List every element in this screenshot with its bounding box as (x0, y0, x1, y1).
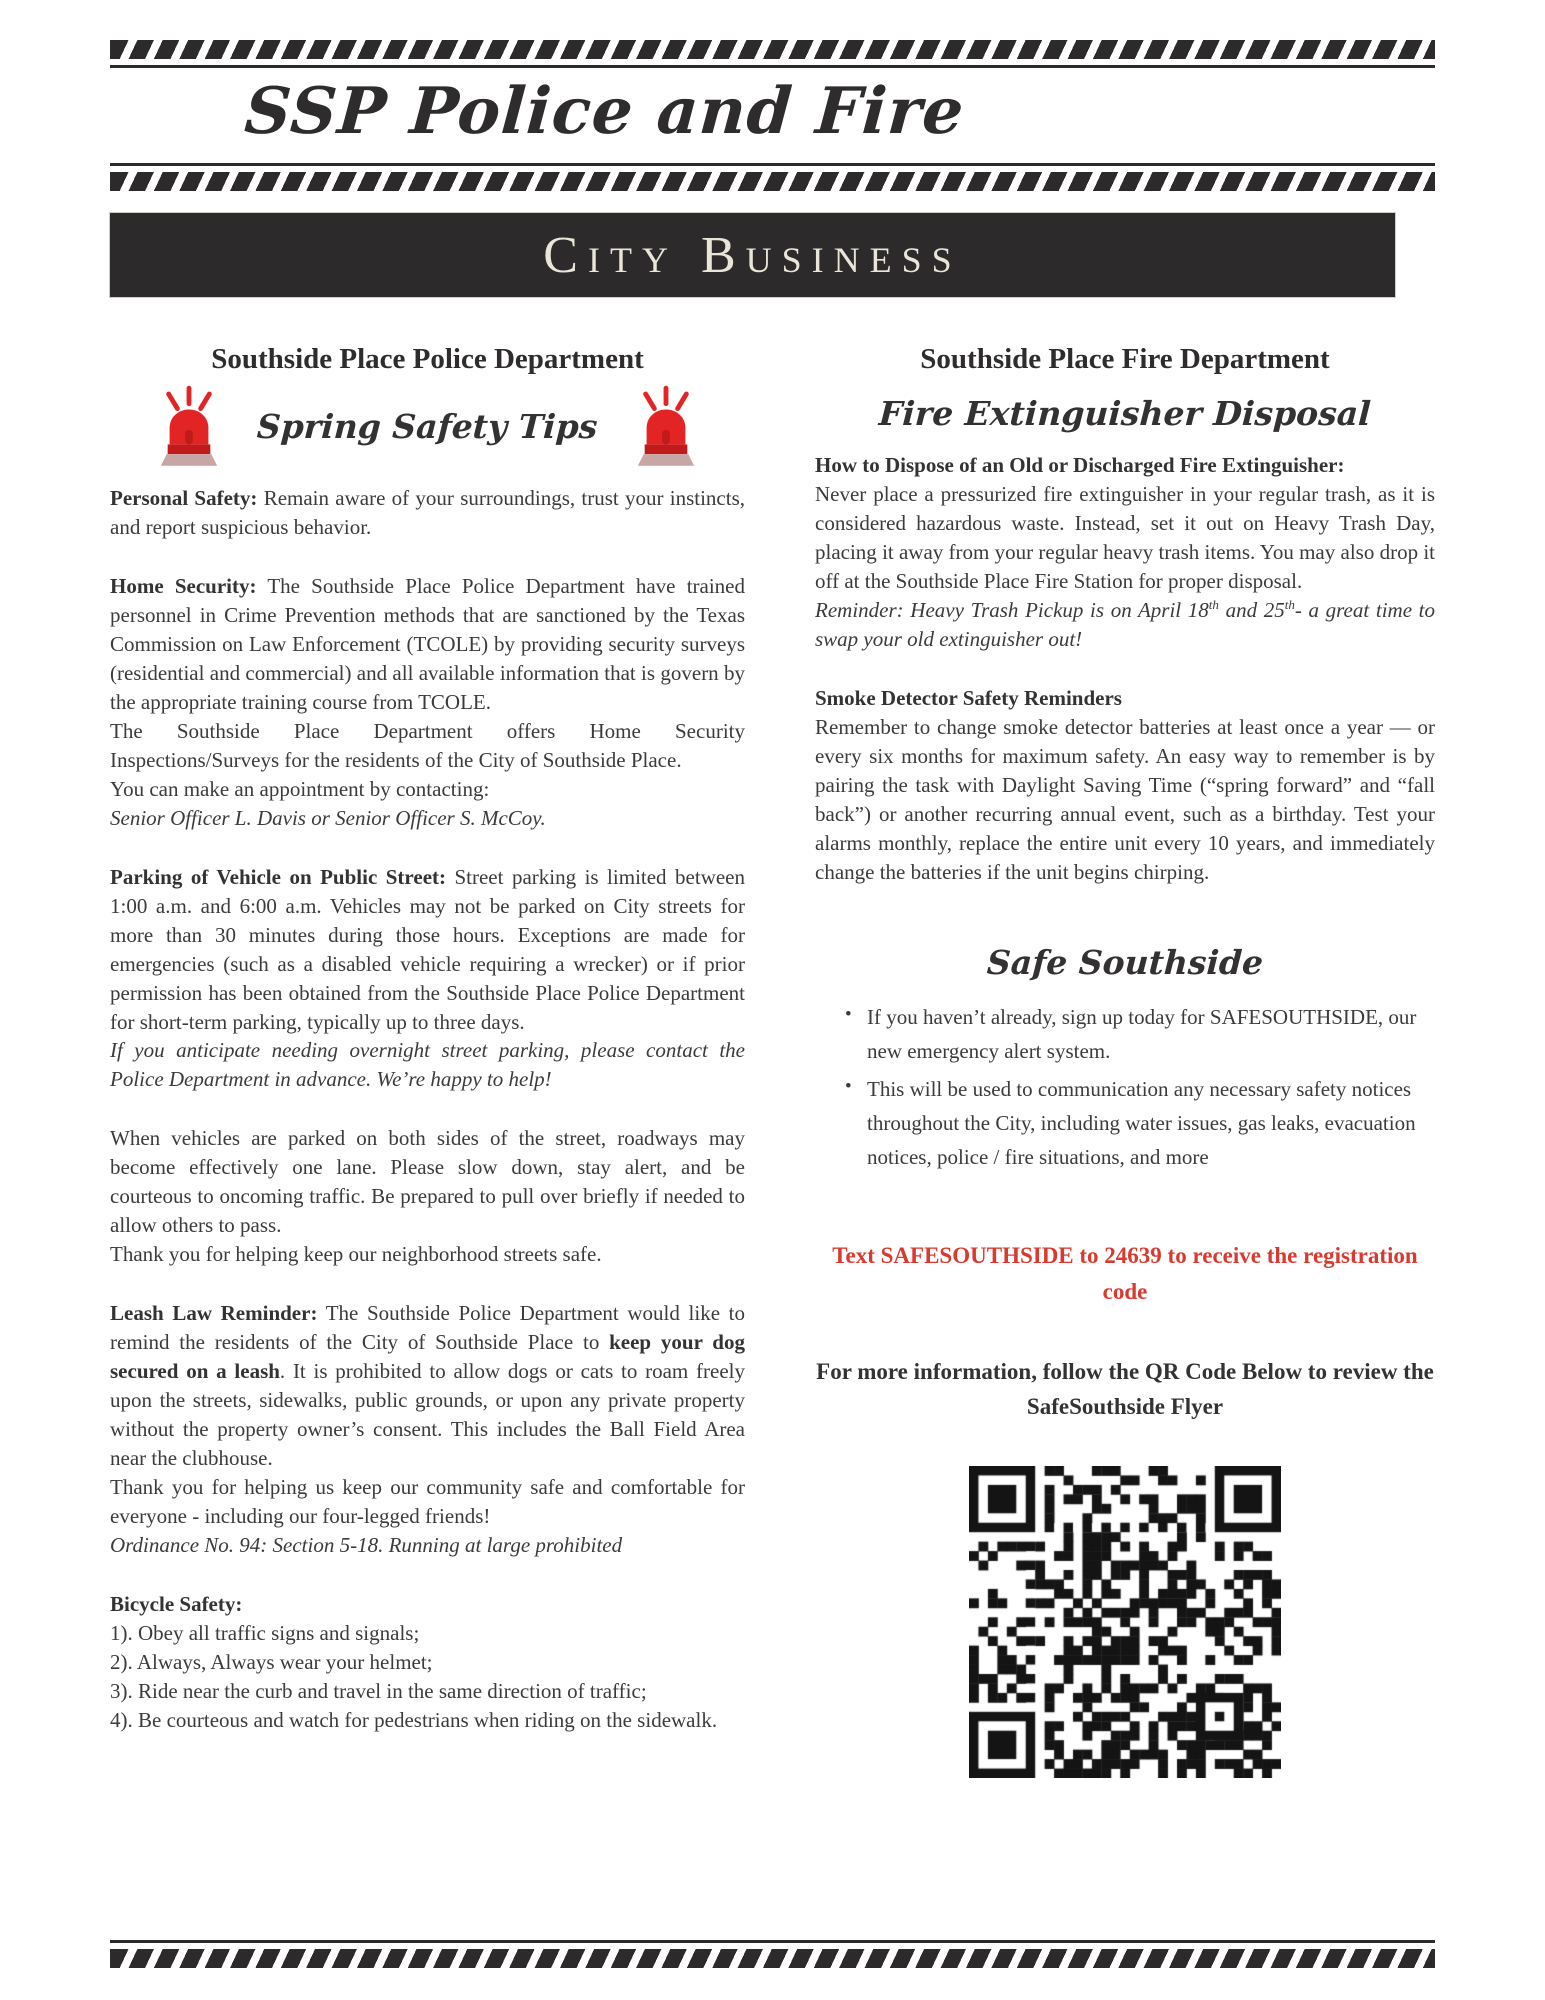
home-security-label: Home Security: (110, 573, 257, 598)
police-heading: Southside Place Police Department (211, 343, 644, 375)
bicycle-item-1: 1). Obey all traffic signs and signals; (110, 1620, 420, 1645)
city-business-banner (110, 213, 1395, 297)
home-security-contacts: Senior Officer L. Davis or Senior Officer S. McCoy. (110, 805, 546, 830)
courtesy-paragraph: When vehicles are parked on both sides of the street, roadways may become effectively one lane. Please slow down, stay alert, and be courteous to oncoming traffic. Be prepared to pull over briefly if needed to allow others to pass. (110, 1126, 745, 1238)
home-security-line2: The Southside Place Department offers Home Security Inspections/Surveys for the residents of the City of Southside Place. (110, 718, 745, 772)
mid-stripe-border (110, 172, 1435, 191)
fire-subheading: Fire Extinguisher Disposal (878, 394, 1372, 433)
siren-icon (634, 384, 698, 468)
safe-southside-heading: Safe Southside (985, 942, 1265, 982)
leash-law-paragraph: Leash Law Reminder: The Southside Police Department would like to remind the residents of the City of Southside Place to keep your dog secured on a leash. It is prohibited to allow dogs or cats to roam freely upon the streets, sidewalks, public grounds, or upon any private property without the property owner’s consent. This includes the Ball Field Area near the clubhouse. (110, 1301, 745, 1471)
sms-registration-callout: Text SAFESOUTHSIDE to 24639 to receive the registration code (832, 1242, 1418, 1305)
parking-paragraph: Parking of Vehicle on Public Street: Street parking is limited between 1:00 a.m. and 6:00 a.m. Vehicles may not be parked on City streets for more than 30 minutes during those hours. Exceptions are made for emergencies (such as a disabled vehicle requiring a wrecker) or if prior permission has been obtained from the Southside Place Police Department for short-term parking, typically up to three days. (110, 864, 745, 1034)
courtesy-line2: Thank you for helping keep our neighborhood streets safe. (110, 1242, 602, 1267)
mid-rule (110, 163, 1435, 166)
disposal-paragraph: Never place a pressurized fire extinguisher in your regular trash, as it is considered hazardous waste. Instead, set it out on Heavy Trash Day, placing it away from your regular heavy trash items. You may also drop it off at the Southside Place Fire Station for proper disposal. (815, 481, 1435, 593)
spring-safety-row (110, 384, 745, 468)
smoke-detector-label: Smoke Detector Safety Reminders (815, 685, 1122, 710)
disposal-label: How to Dispose of an Old or Discharged Fire Extinguisher: (815, 453, 1345, 477)
fire-subheading-wrap (815, 394, 1435, 433)
leash-line2: Thank you for helping us keep our community safe and comfortable for everyone - including our four-legged friends! (110, 1475, 745, 1529)
bottom-rule (110, 1940, 1435, 1943)
personal-safety-label: Personal Safety: (110, 486, 258, 510)
top-rule (110, 65, 1435, 68)
bullet-item: • If you haven’t already, sign up today for SAFESOUTHSIDE, our new emergency alert system. (841, 1000, 1435, 1068)
home-security-line3: You can make an appointment by contacting: (110, 776, 490, 801)
police-subheading: Spring Safety Tips (256, 406, 599, 446)
fire-column (815, 343, 1435, 1783)
footer-border (110, 1940, 1435, 1968)
qr-code (969, 1466, 1281, 1778)
home-security-paragraph: Home Security: The Southside Place Police Department have trained personnel in Crime Prevention methods that are sanctioned by the Texas Commission on Law Enforcement (TCOLE) by providing security surveys (residential and commercial) and all available information that is govern by the appropriate training course from TCOLE. (110, 573, 745, 714)
safe-southside-bullets (841, 1000, 1435, 1174)
banner-title: City Business (543, 226, 962, 284)
qr-instructions: For more information, follow the QR Code Below to review the SafeSouthside Flyer (816, 1359, 1434, 1419)
qr-code-wrap (815, 1466, 1435, 1783)
leash-ordinance: Ordinance No. 94: Section 5-18. Running at large prohibited (110, 1533, 623, 1557)
top-stripe-border (110, 40, 1435, 59)
parking-italic-note: If you anticipate needing overnight street parking, please contact the Police Department in advance. We’re happy to help! (110, 1038, 745, 1092)
safe-southside-heading-wrap (815, 943, 1435, 982)
masthead-title-wrap (110, 74, 1435, 149)
bullet-item: • This will be used to communication any necessary safety notices throughout the City, including water issues, gas leaks, evacuation notices, police / fire situations, and more (841, 1072, 1435, 1174)
leash-bold-phrase: keep your dog secured on a leash (110, 1330, 745, 1384)
siren-icon (157, 384, 221, 468)
disposal-reminder: Reminder: Heavy Trash Pickup is on April 18th and 25th- a great time to swap your old extinguisher out! (815, 596, 1436, 651)
content-columns (110, 343, 1435, 1783)
bicycle-item-2: 2). Always, Always wear your helmet; (110, 1649, 433, 1674)
bicycle-item-3: 3). Ride near the curb and travel in the same direction of traffic; (110, 1678, 647, 1703)
bottom-stripe-border (110, 1949, 1435, 1968)
personal-safety-paragraph: Personal Safety: Remain aware of your surroundings, trust your instincts, and report suspicious behavior. (110, 486, 746, 539)
police-column (110, 343, 745, 1783)
leash-law-label: Leash Law Reminder: (110, 1301, 318, 1326)
fire-heading: Southside Place Fire Department (920, 343, 1330, 375)
page-title: SSP Police and Fire (242, 74, 967, 149)
parking-label: Parking of Vehicle on Public Street: (110, 864, 446, 889)
smoke-detector-paragraph: Remember to change smoke detector batteries at least once a year — or every six months for maximum safety. An easy way to remember is by pairing the task with Daylight Saving Time (“spring forward” and “fall back”) or another recurring annual event, such as a birthday. Test your alarms monthly, replace the entire unit every 10 years, and immediately change the batteries if the unit begins chirping. (815, 714, 1435, 884)
masthead (110, 40, 1435, 191)
bicycle-item-4: 4). Be courteous and watch for pedestrians when riding on the sidewalk. (110, 1707, 718, 1732)
bicycle-safety-label: Bicycle Safety: (110, 1591, 243, 1616)
